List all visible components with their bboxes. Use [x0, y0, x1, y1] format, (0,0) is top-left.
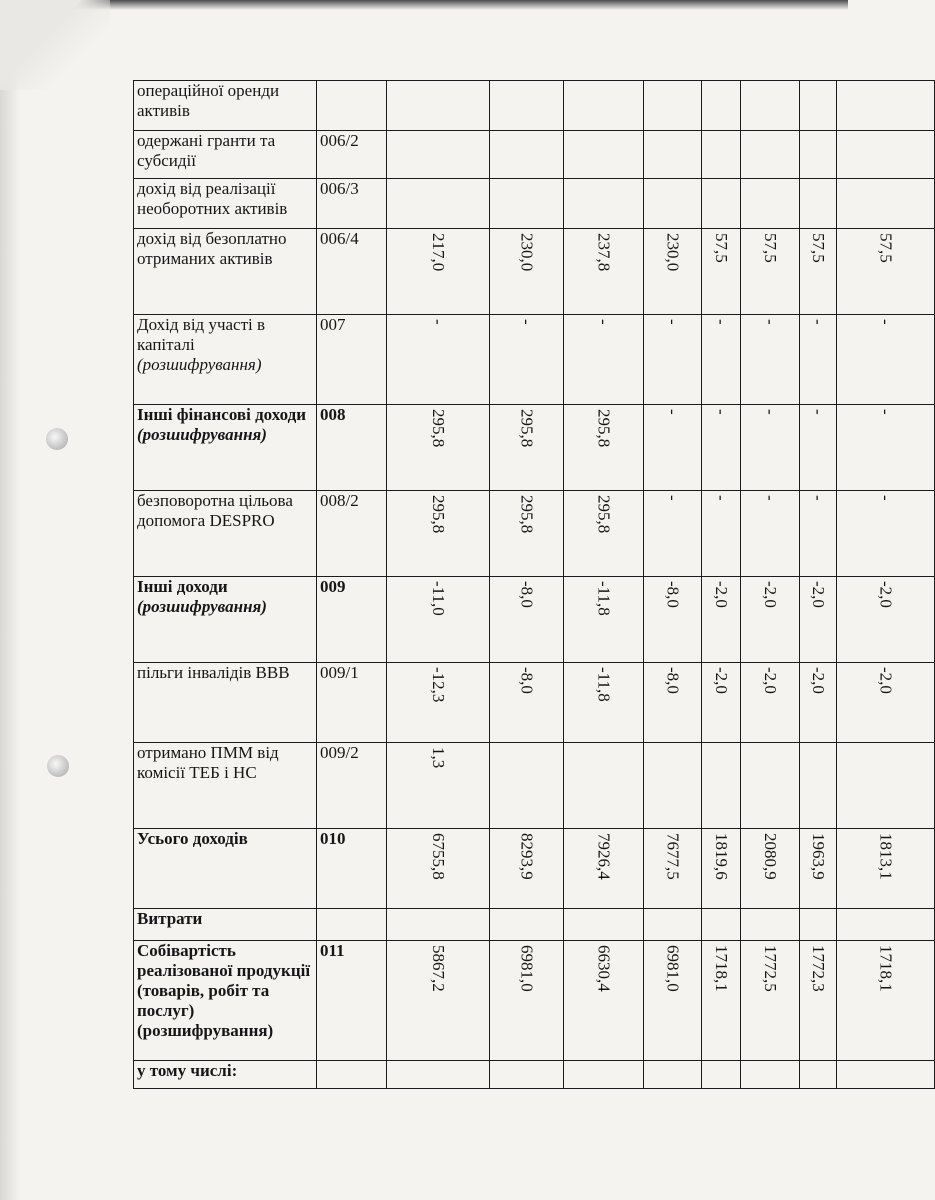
- value-cell: [837, 229, 935, 315]
- value-text: -: [663, 319, 683, 325]
- row-label-note: (розшифрування): [137, 425, 267, 444]
- row-label: [134, 577, 317, 663]
- value-text: -8,0: [663, 581, 683, 608]
- value-text: -: [809, 319, 828, 325]
- row-label-text: Усього доходів: [137, 829, 248, 848]
- value-text: -: [663, 409, 683, 415]
- value-cell: [800, 229, 837, 315]
- value-text: -2,0: [712, 581, 731, 608]
- value-cell: [702, 131, 741, 179]
- row-code: 008: [317, 405, 387, 491]
- row-label: [134, 829, 317, 909]
- row-label-text: операційної оренди активів: [137, 81, 280, 120]
- value-cell: [644, 663, 702, 743]
- value-text: 5867,2: [429, 945, 448, 992]
- value-cell: [490, 577, 564, 663]
- value-cell: [837, 405, 935, 491]
- row-label: [134, 941, 317, 1061]
- value-cell: [564, 315, 644, 405]
- value-cell: [490, 1061, 564, 1089]
- value-text: -11,8: [594, 581, 614, 616]
- value-cell: [387, 179, 490, 229]
- value-cell: [800, 829, 837, 909]
- row-label: [134, 1061, 317, 1089]
- value-cell: [564, 131, 644, 179]
- row-label-text: Інші доходи: [137, 577, 228, 596]
- value-text: 1963,9: [809, 833, 828, 880]
- value-text: 6755,8: [429, 833, 448, 880]
- value-cell: [564, 829, 644, 909]
- value-cell: [837, 131, 935, 179]
- value-cell: [702, 405, 741, 491]
- value-text: -8,0: [517, 581, 537, 608]
- value-text: 1,3: [429, 747, 448, 769]
- row-label-text: отримано ПММ від комісії ТЕБ і НС: [137, 743, 279, 782]
- value-text: -: [712, 409, 731, 415]
- value-text: 1718,1: [712, 945, 731, 992]
- value-text: -: [809, 409, 828, 415]
- row-code: 009: [317, 577, 387, 663]
- value-text: -: [761, 409, 780, 415]
- value-cell: [702, 743, 741, 829]
- value-text: 217,0: [429, 233, 448, 272]
- row-label: [134, 491, 317, 577]
- value-text: -2,0: [876, 581, 896, 608]
- value-cell: [741, 743, 800, 829]
- row-label-text: Собівартість реалізованої продукції (товарів, робіт та послуг) (розшифрування): [137, 941, 311, 1040]
- value-text: 295,8: [594, 495, 614, 534]
- value-cell: [800, 1061, 837, 1089]
- value-cell: [644, 909, 702, 941]
- row-label: [134, 405, 317, 491]
- value-text: -: [517, 319, 537, 325]
- value-text: -: [761, 319, 780, 325]
- value-cell: [702, 315, 741, 405]
- value-cell: [564, 229, 644, 315]
- value-cell: [800, 405, 837, 491]
- value-cell: [837, 1061, 935, 1089]
- row-code: 006/3: [317, 179, 387, 229]
- row-code: 009/2: [317, 743, 387, 829]
- value-cell: [644, 315, 702, 405]
- row-label: [134, 909, 317, 941]
- table-row: [134, 229, 935, 315]
- value-cell: [387, 1061, 490, 1089]
- value-cell: [387, 131, 490, 179]
- value-cell: [702, 909, 741, 941]
- value-text: -11,0: [429, 581, 448, 616]
- value-cell: [644, 743, 702, 829]
- row-label-text: у тому числі:: [137, 1061, 238, 1080]
- value-cell: [800, 663, 837, 743]
- row-label-note: (розшифрування): [137, 355, 262, 374]
- value-cell: [644, 941, 702, 1061]
- value-text: -: [809, 495, 828, 501]
- scan-left-shadow: [0, 0, 20, 1200]
- value-cell: [741, 941, 800, 1061]
- row-code: 011: [317, 941, 387, 1061]
- value-text: 295,8: [429, 495, 448, 534]
- value-cell: [564, 743, 644, 829]
- value-text: -12,3: [429, 667, 448, 703]
- value-cell: [490, 743, 564, 829]
- value-text: 57,5: [712, 233, 731, 263]
- value-text: -11,8: [594, 667, 614, 702]
- value-cell: [564, 663, 644, 743]
- value-cell: [702, 941, 741, 1061]
- value-cell: [564, 81, 644, 131]
- row-label: [134, 315, 317, 405]
- value-cell: [490, 491, 564, 577]
- value-text: -: [761, 495, 780, 501]
- value-cell: [387, 405, 490, 491]
- value-text: 7677,5: [663, 833, 683, 880]
- value-cell: [741, 315, 800, 405]
- value-cell: [702, 81, 741, 131]
- row-label-text: одержані гранти та субсидії: [137, 131, 276, 170]
- value-cell: [837, 941, 935, 1061]
- value-cell: [837, 829, 935, 909]
- value-text: 1813,1: [876, 833, 896, 880]
- value-cell: [837, 81, 935, 131]
- row-code: 006/2: [317, 131, 387, 179]
- row-label-text: дохід від реалізації необоротних активів: [137, 179, 288, 218]
- value-text: -: [594, 319, 614, 325]
- value-cell: [837, 179, 935, 229]
- value-text: 295,8: [594, 409, 614, 448]
- value-text: -: [712, 495, 731, 501]
- row-code: [317, 1061, 387, 1089]
- value-cell: [564, 179, 644, 229]
- row-label: [134, 81, 317, 131]
- table-row: [134, 1061, 935, 1089]
- value-cell: [564, 941, 644, 1061]
- value-cell: [387, 577, 490, 663]
- value-cell: [741, 179, 800, 229]
- value-cell: [490, 179, 564, 229]
- value-cell: [564, 1061, 644, 1089]
- value-cell: [387, 909, 490, 941]
- value-cell: [741, 663, 800, 743]
- value-cell: [800, 909, 837, 941]
- value-cell: [490, 405, 564, 491]
- table-row: [134, 743, 935, 829]
- value-cell: [490, 131, 564, 179]
- row-label: [134, 179, 317, 229]
- row-label-text: пільги інвалідів ВВВ: [137, 663, 290, 682]
- value-cell: [644, 1061, 702, 1089]
- table-row: [134, 829, 935, 909]
- value-cell: [644, 829, 702, 909]
- value-text: 6630,4: [594, 945, 614, 992]
- value-cell: [702, 577, 741, 663]
- value-cell: [490, 909, 564, 941]
- value-text: 295,8: [429, 409, 448, 448]
- value-cell: [741, 909, 800, 941]
- row-label: [134, 229, 317, 315]
- value-text: -8,0: [517, 667, 537, 694]
- value-cell: [564, 491, 644, 577]
- row-label-text: безповоротна цільова допомога DESPRO: [137, 491, 293, 530]
- value-text: -: [876, 409, 896, 415]
- row-code: 008/2: [317, 491, 387, 577]
- value-text: -: [876, 495, 896, 501]
- table-row: [134, 941, 935, 1061]
- value-cell: [387, 491, 490, 577]
- scan-folded-corner: [0, 0, 110, 90]
- row-label: [134, 663, 317, 743]
- value-cell: [741, 577, 800, 663]
- value-text: 2080,9: [761, 833, 780, 880]
- row-code: 010: [317, 829, 387, 909]
- value-cell: [644, 179, 702, 229]
- value-text: 1819,6: [712, 833, 731, 880]
- value-cell: [702, 491, 741, 577]
- value-cell: [800, 81, 837, 131]
- value-cell: [564, 909, 644, 941]
- value-text: 57,5: [876, 233, 896, 263]
- value-cell: [741, 829, 800, 909]
- row-label-text: Інші фінансові доходи: [137, 405, 307, 424]
- value-cell: [741, 1061, 800, 1089]
- value-cell: [800, 577, 837, 663]
- value-cell: [837, 909, 935, 941]
- value-text: -2,0: [876, 667, 896, 694]
- value-cell: [741, 81, 800, 131]
- value-text: 57,5: [809, 233, 828, 263]
- value-cell: [837, 491, 935, 577]
- table-row: [134, 663, 935, 743]
- row-label: [134, 131, 317, 179]
- value-cell: [490, 315, 564, 405]
- row-code: [317, 81, 387, 131]
- value-cell: [644, 577, 702, 663]
- value-cell: [387, 663, 490, 743]
- value-cell: [387, 829, 490, 909]
- row-label: [134, 743, 317, 829]
- value-cell: [702, 179, 741, 229]
- value-cell: [702, 829, 741, 909]
- value-cell: [490, 829, 564, 909]
- value-cell: [837, 315, 935, 405]
- value-text: 1772,5: [761, 945, 780, 992]
- value-text: 57,5: [761, 233, 780, 263]
- value-cell: [741, 131, 800, 179]
- table-row: [134, 909, 935, 941]
- income-statement-table: [133, 80, 935, 1089]
- value-text: 6981,0: [663, 945, 683, 992]
- value-cell: [741, 229, 800, 315]
- value-cell: [564, 577, 644, 663]
- value-cell: [644, 405, 702, 491]
- table-row: [134, 491, 935, 577]
- value-cell: [644, 131, 702, 179]
- value-text: -2,0: [761, 667, 780, 694]
- row-code: 009/1: [317, 663, 387, 743]
- value-cell: [800, 491, 837, 577]
- value-text: 6981,0: [517, 945, 537, 992]
- value-text: -2,0: [809, 581, 828, 608]
- value-cell: [800, 179, 837, 229]
- table-row: [134, 577, 935, 663]
- row-label-text: Витрати: [137, 909, 203, 928]
- table-row: [134, 405, 935, 491]
- value-text: 7926,4: [594, 833, 614, 880]
- table-row: [134, 179, 935, 229]
- table-row: [134, 81, 935, 131]
- table-row: [134, 315, 935, 405]
- value-text: -8,0: [663, 667, 683, 694]
- scan-top-edge: [0, 0, 848, 10]
- value-cell: [644, 81, 702, 131]
- row-label-text: дохід від безоплатно отриманих активів: [137, 229, 287, 268]
- value-text: -: [876, 319, 896, 325]
- value-cell: [702, 663, 741, 743]
- row-code: [317, 909, 387, 941]
- value-cell: [387, 743, 490, 829]
- value-cell: [702, 1061, 741, 1089]
- value-text: -2,0: [761, 581, 780, 608]
- value-cell: [564, 405, 644, 491]
- value-cell: [837, 577, 935, 663]
- value-cell: [702, 229, 741, 315]
- value-cell: [387, 315, 490, 405]
- value-cell: [490, 941, 564, 1061]
- value-cell: [800, 941, 837, 1061]
- row-label-text: Дохід від участі в капіталі: [137, 315, 266, 354]
- value-text: 295,8: [517, 409, 537, 448]
- value-text: 295,8: [517, 495, 537, 534]
- value-cell: [490, 81, 564, 131]
- value-text: 230,0: [663, 233, 683, 272]
- punch-hole-top: [46, 428, 68, 450]
- value-text: -: [663, 495, 683, 501]
- value-cell: [644, 491, 702, 577]
- value-text: 1772,3: [809, 945, 828, 992]
- value-cell: [800, 131, 837, 179]
- value-cell: [490, 663, 564, 743]
- row-label-note: (розшифрування): [137, 597, 267, 616]
- value-cell: [741, 491, 800, 577]
- value-text: -: [712, 319, 731, 325]
- value-cell: [837, 743, 935, 829]
- punch-hole-bottom: [47, 755, 69, 777]
- value-cell: [387, 229, 490, 315]
- value-cell: [837, 663, 935, 743]
- value-text: 237,8: [594, 233, 614, 272]
- value-cell: [800, 315, 837, 405]
- row-code: 007: [317, 315, 387, 405]
- value-cell: [387, 81, 490, 131]
- value-text: 230,0: [517, 233, 537, 272]
- value-cell: [490, 229, 564, 315]
- value-text: -: [429, 319, 448, 325]
- value-text: -2,0: [809, 667, 828, 694]
- value-text: 1718,1: [876, 945, 896, 992]
- value-cell: [741, 405, 800, 491]
- row-code: 006/4: [317, 229, 387, 315]
- table-row: [134, 131, 935, 179]
- value-cell: [800, 743, 837, 829]
- value-text: 8293,9: [517, 833, 537, 880]
- value-cell: [387, 941, 490, 1061]
- value-text: -2,0: [712, 667, 731, 694]
- value-cell: [644, 229, 702, 315]
